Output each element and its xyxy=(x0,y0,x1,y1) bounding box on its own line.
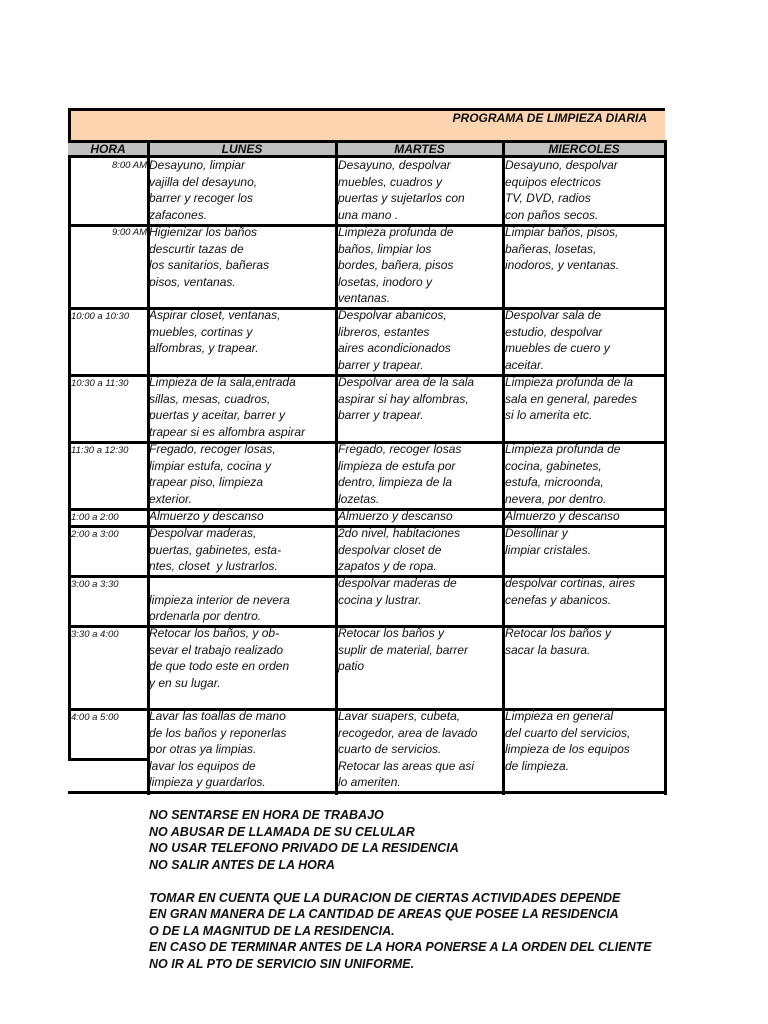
header-martes: MARTES xyxy=(394,142,445,156)
task-cell-martes: despolvar maderas de cocina y lustrar. xyxy=(338,576,457,607)
task-cell-lunes: Retocar los baños, y ob- sevar el trabajo realizado de que todo este en orden y en su lugar. xyxy=(149,626,290,690)
page-title: PROGRAMA DE LIMPIEZA DIARIA xyxy=(452,111,647,125)
task-cell-lunes: Limpieza de la sala,entrada sillas, mesas, cuadros, puertas y aceitar, barrer y trapear si es alfombra aspirar xyxy=(149,375,306,439)
task-cell-martes: Desayuno, despolvar muebles, cuadros y puertas y sujetarlos con una mano . xyxy=(338,158,465,222)
task-cell-miercoles: Almuerzo y descanso xyxy=(505,509,620,523)
time-cell: 4:00 a 5:00 xyxy=(71,712,119,723)
header-lunes: LUNES xyxy=(221,142,263,156)
time-cell: 3:30 a 4:00 xyxy=(71,629,119,640)
title-banner xyxy=(68,108,665,140)
task-cell-martes: 2do nivel, habitaciones despolvar closet de zapatos y de ropa. xyxy=(338,526,461,574)
task-cell-miercoles: Limpieza profunda de la sala en general, paredes si lo amerita etc. xyxy=(505,375,638,423)
time-cell: 10:30 a 11:30 xyxy=(71,378,129,389)
task-cell-miercoles: despolvar cortinas, aires cenefas y abanicos. xyxy=(505,576,636,607)
column-divider xyxy=(664,140,667,795)
rule-line: NO SALIR ANTES DE LA HORA xyxy=(149,858,335,872)
task-cell-martes: Retocar los baños y suplir de material, barrer patio xyxy=(338,626,469,674)
header-miercoles: MIERCOLES xyxy=(548,142,620,156)
note-line: EN CASO DE TERMINAR ANTES DE LA HORA PONERSE A LA ORDEN DEL CLIENTE xyxy=(149,940,652,954)
task-cell-martes: Despolvar area de la sala aspirar si hay alfombras, barrer y trapear. xyxy=(338,375,475,423)
rule-line: NO SENTARSE EN HORA DE TRABAJO xyxy=(149,808,384,822)
time-cell: 3:00 a 3:30 xyxy=(71,579,119,590)
task-cell-miercoles: Desollinar y limpiar cristales. xyxy=(505,526,592,557)
task-cell-miercoles: Limpieza en general del cuarto del servicios, limpieza de los equipos de limpieza. xyxy=(505,709,631,773)
table-left-border xyxy=(68,108,71,761)
task-cell-martes: Despolvar abanicos, libreros, estantes aires acondicionados barrer y trapear. xyxy=(338,308,451,372)
task-cell-miercoles: Retocar los baños y sacar la basura. xyxy=(505,626,612,657)
time-cell: 8:00 AM xyxy=(111,160,147,171)
task-cell-lunes: limpieza interior de nevera ordenarla por dentro. xyxy=(149,592,290,624)
task-cell-lunes: Lavar las toallas de mano de los baños y reponerlas por otras ya limpias. lavar los equipos de limpieza y guardarlos. xyxy=(149,709,287,790)
task-cell-miercoles: Desayuno, despolvar equipos electricos TV, DVD, radios con paños secos. xyxy=(505,158,618,222)
note-line: O DE LA MAGNITUD DE LA RESIDENCIA. xyxy=(149,924,395,938)
note-line: NO IR AL PTO DE SERVICIO SIN UNIFORME. xyxy=(149,957,415,971)
task-cell-lunes: Almuerzo y descanso xyxy=(149,509,264,523)
header-hora: HORA xyxy=(90,142,126,156)
task-cell-lunes: Desayuno, limpiar vajilla del desayuno, barrer y recoger los zafacones. xyxy=(149,158,258,222)
time-column-bottom xyxy=(68,758,149,761)
row-divider xyxy=(68,791,667,794)
time-cell: 10:00 a 10:30 xyxy=(71,311,130,322)
rule-line: NO USAR TELEFONO PRIVADO DE LA RESIDENCIA xyxy=(149,841,459,855)
task-cell-martes: Fregado, recoger losas limpieza de estufa por dentro, limpieza de la lozetas. xyxy=(338,442,462,506)
time-cell: 1:00 a 2:00 xyxy=(71,512,119,523)
task-cell-martes: Lavar suapers, cubeta, recogedor, area de lavado cuarto de servicios. Retocar las areas que asi lo ameriten. xyxy=(338,709,478,790)
time-cell: 2:00 a 3:00 xyxy=(71,529,119,540)
task-cell-martes: Limpieza profunda de baños, limpiar los bordes, bañera, pisos losetas, inodoro y ventanas. xyxy=(338,225,454,306)
task-cell-lunes: Despolvar maderas, puertas, gabinetes, esta- ntes, closet y lustrarlos. xyxy=(149,526,282,574)
note-line: TOMAR EN CUENTA QUE LA DURACION DE CIERTAS ACTIVIDADES DEPENDE xyxy=(149,891,621,905)
task-cell-lunes: Higienizar los baños descurtir tazas de los sanitarios, bañeras pisos, ventanas. xyxy=(149,225,270,289)
task-cell-miercoles: Despolvar sala de estudio, despolvar muebles de cuero y aceitar. xyxy=(505,308,610,372)
note-line: EN GRAN MANERA DE LA CANTIDAD DE AREAS QUE POSEE LA RESIDENCIA xyxy=(149,907,619,921)
task-cell-miercoles: Limpieza profunda de cocina, gabinetes, estufa, microonda, nevera, por dentro. xyxy=(505,442,621,506)
task-cell-martes: Almuerzo y descanso xyxy=(338,509,453,523)
time-cell: 9:00 AM xyxy=(111,227,147,238)
header-row xyxy=(68,140,665,158)
task-cell-lunes: Fregado, recoger losas, limpiar estufa, cocina y trapear piso, limpieza exterior. xyxy=(149,442,276,506)
task-cell-miercoles: Limpiar baños, pisos, bañeras, losetas, inodoros, y ventanas. xyxy=(505,225,620,273)
task-cell-lunes: Aspirar closet, ventanas, muebles, cortinas y alfombras, y trapear. xyxy=(149,308,281,356)
rule-line: NO ABUSAR DE LLAMADA DE SU CELULAR xyxy=(149,825,415,839)
time-cell: 11:30 a 12:30 xyxy=(71,445,129,456)
